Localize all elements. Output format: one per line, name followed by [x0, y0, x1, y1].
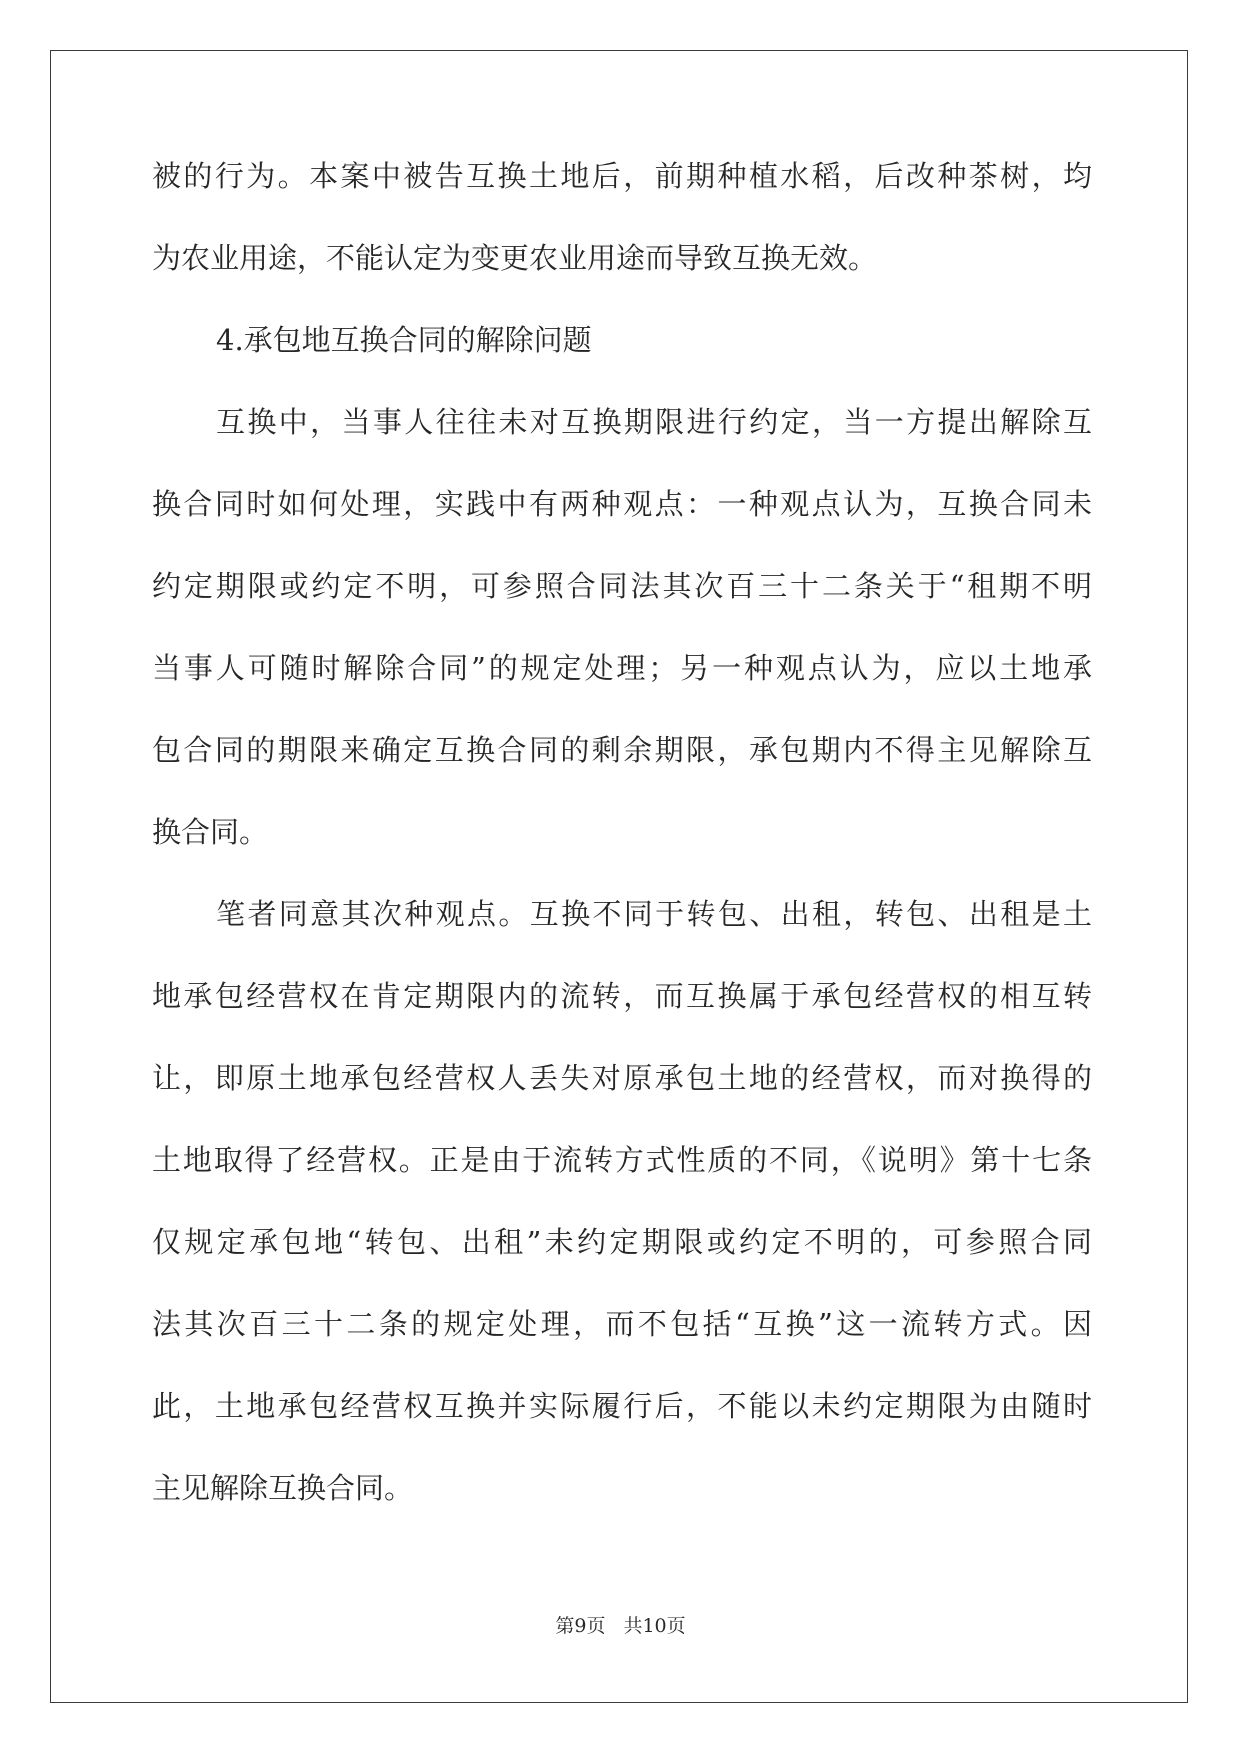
- text-line: 让，即原土地承包经营权人丢失对原承包土地的经营权，而对换得的: [152, 1061, 1092, 1095]
- page-footer: [0, 1614, 1241, 1638]
- text-line: 换合同时如何处理，实践中有两种观点：一种观点认为，互换合同未: [152, 487, 1092, 521]
- text-line: 为农业用途，不能认定为变更农业用途而导致互换无效。: [152, 241, 878, 275]
- text-line: 换合同。: [152, 815, 269, 849]
- text-line: 土地取得了经营权。正是由于流转方式性质的不同，《说明》第十七条: [152, 1143, 1092, 1177]
- text-line: 仅规定承包地“转包、出租”未约定期限或约定不明的，可参照合同: [152, 1225, 1092, 1259]
- text-line: 被的行为。本案中被告互换土地后，前期种植水稻，后改种茶树，均: [152, 159, 1092, 193]
- text-line: 法其次百三十二条的规定处理，而不包括“互换”这一流转方式。因: [152, 1307, 1092, 1341]
- text-line: 包合同的期限来确定互换合同的剩余期限，承包期内不得主见解除互: [152, 733, 1092, 767]
- section-heading: 4.承包地互换合同的解除问题: [216, 323, 592, 357]
- document-body: [152, 160, 1092, 1554]
- page-number: 第9页: [555, 1615, 606, 1637]
- text-line: 主见解除互换合同。: [152, 1471, 414, 1505]
- text-line: 此，土地承包经营权互换并实际履行后，不能以未约定期限为由随时: [152, 1389, 1092, 1423]
- text-line: 互换中，当事人往往未对互换期限进行约定，当一方提出解除互: [216, 405, 1092, 439]
- text-line: 笔者同意其次种观点。互换不同于转包、出租，转包、出租是土: [216, 897, 1092, 931]
- page-total: 共10页: [623, 1615, 686, 1637]
- text-line: 约定期限或约定不明，可参照合同法其次百三十二条关于“租期不明: [152, 569, 1092, 603]
- text-line: 地承包经营权在肯定期限内的流转，而互换属于承包经营权的相互转: [152, 979, 1092, 1013]
- text-line: 当事人可随时解除合同”的规定处理；另一种观点认为，应以土地承: [152, 651, 1092, 685]
